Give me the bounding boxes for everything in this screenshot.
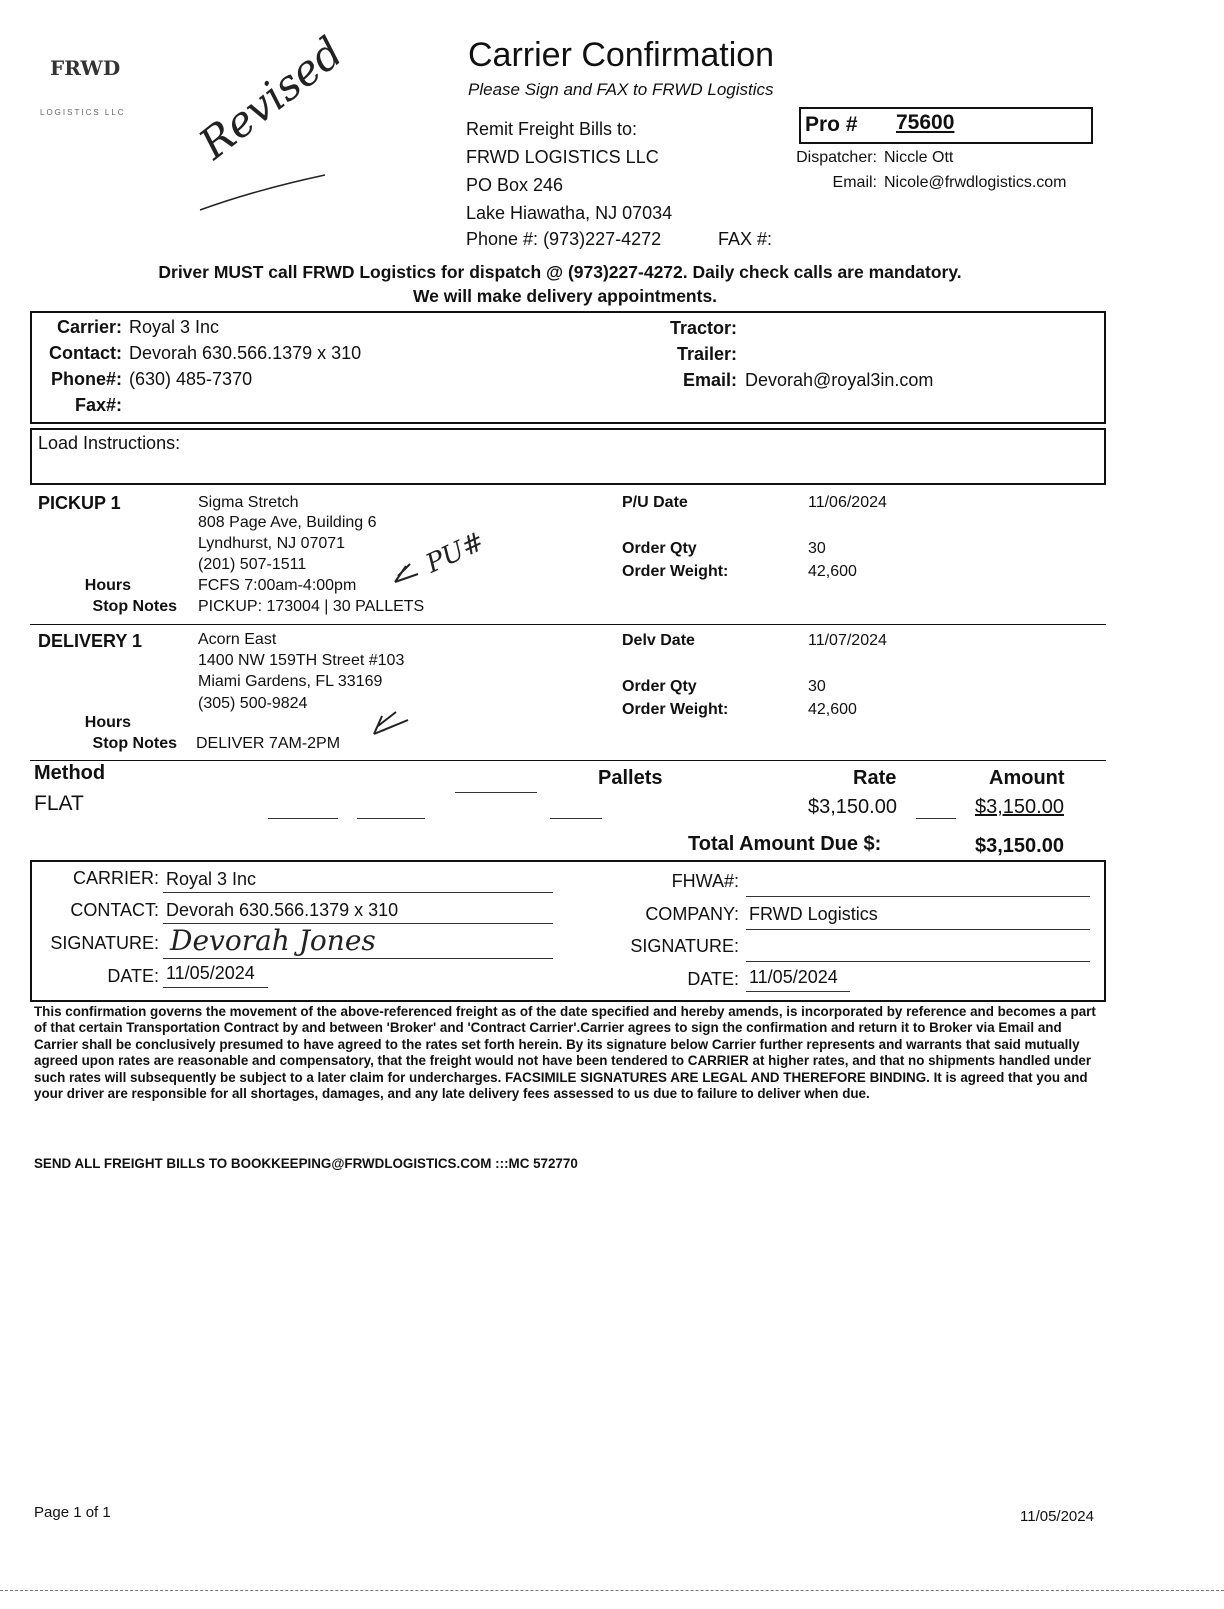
sig-carrier-line [163,892,553,893]
page-number: Page 1 of 1 [34,1504,111,1521]
document-subtitle: Please Sign and FAX to FRWD Logistics [468,80,774,99]
carrier-name: Royal 3 Inc [129,317,220,337]
pickup-weight-label: Order Weight: [622,563,729,580]
sig-carrier-value: Royal 3 Inc [166,869,257,889]
carrier-email[interactable]: Devorah@royal3in.com [745,370,934,390]
pickup-notes: PICKUP: 173004 | 30 PALLETS [198,598,425,615]
broker-signature-label: SIGNATURE: [630,936,739,956]
sig-carrier-label: CARRIER: [72,868,159,888]
pickup-hours-label: Hours [84,577,131,594]
dispatcher-label: Dispatcher: [796,149,877,166]
page-bottom-rule [0,1590,1224,1591]
delivery-weight-label: Order Weight: [622,701,729,718]
dispatch-notice: Driver MUST call FRWD Logistics for dispatch @ (973)227-4272. Daily check calls are mandatory. [158,262,962,282]
remit-line-2: PO Box 246 [466,175,564,195]
delivery-weight: 42,600 [808,701,857,718]
sig-date-line [163,987,268,988]
load-instructions-label: Load Instructions: [38,433,181,453]
method-underline-1 [268,818,338,819]
dispatcher-email-label: Email: [832,174,877,191]
sig-date-value: 11/05/2024 [166,963,255,983]
method-underline-3 [455,792,537,793]
remit-line-3: Lake Hiawatha, NJ 07034 [466,203,673,223]
remit-line-1: FRWD LOGISTICS LLC [466,147,659,167]
pickup-label: PICKUP 1 [38,493,121,513]
pickup-weight: 42,600 [808,563,857,580]
terms-paragraph: This confirmation governs the movement of the above-referenced freight as of the date specified and hereby amends, is incorporated by reference and becomes a part of that certain Transportation Contract by and between 'Broker' and 'Contract Carrier'.Carrier agrees to sign the confirmation and return it to Broker via Email and Carrier shall be conclusively presumed to have agreed to the rates set forth herein. By its signature below Carrier further represents and warrants that said mutually agreed upon rates are reasonable and compensatory, that the freight would not have been tendered to CARRIER at higher rates, and that no shipments handled under such rates will subsequently be subject to a later claim for undercharges. FACSIMILE SIGNATURES ARE LEGAL AND THEREFORE BINDING. It is agreed that you and your driver are responsible for all shortages, damages, and any late delivery fees assessed to us due to failure to deliver when due. [34,1004,1096,1102]
logo-tagline: LOGISTICS LLC [40,108,126,117]
rate-underline [916,818,956,819]
pallets-label: Pallets [598,767,663,789]
method-value: FLAT [34,792,84,815]
delivery-date-label: Delv Date [622,632,695,649]
total-label: Total Amount Due $: [688,833,882,855]
pickup-phone: (201) 507-1511 [198,556,307,573]
charges-divider [30,760,1106,761]
total-value: $3,150.00 [975,835,1064,857]
company-line [746,929,1090,930]
rate-value: $3,150.00 [808,796,897,818]
sig-contact-value: Devorah 630.566.1379 x 310 [166,900,399,920]
sig-date-label: DATE: [107,966,159,986]
company-value: FRWD Logistics [749,904,878,924]
header-fax: FAX #: [718,229,773,249]
document-title: Carrier Confirmation [468,36,775,74]
revised-underline [195,170,335,215]
pickup-date-label: P/U Date [622,494,688,511]
revised-stamp: Revised [190,27,352,169]
broker-signature-line [746,961,1090,962]
broker-date-line [746,991,850,992]
appointment-notice: We will make delivery appointments. [412,286,718,306]
method-underline-2 [357,818,425,819]
broker-date-label: DATE: [687,969,739,989]
carrier-phone: (630) 485-7370 [129,369,253,389]
freight-bills-footer: SEND ALL FREIGHT BILLS TO BOOKKEEPING@FRWDLOGISTICS.COM :::MC 572770 [34,1156,578,1171]
delivery-hours-label: Hours [84,714,131,731]
method-label: Method [34,762,106,784]
delivery-phone: (305) 500-9824 [198,695,308,712]
phone-label: Phone#: [50,369,122,389]
delivery-date: 11/07/2024 [808,632,887,649]
delivery-notes-label: Stop Notes [92,735,177,752]
delivery-qty-label: Order Qty [622,678,697,695]
pickup-name: Sigma Stretch [198,494,299,511]
pickup-date: 11/06/2024 [808,494,887,511]
remit-label: Remit Freight Bills to: [466,119,638,139]
delivery-check-mark [370,708,412,738]
load-instructions-box [30,428,1106,485]
contact-label: Contact: [49,343,122,363]
pickup-qty: 30 [808,540,826,557]
trailer-label: Trailer: [676,344,737,364]
fhwa-line [746,896,1090,897]
delivery-address-1: 1400 NW 159TH Street #103 [198,652,405,669]
amount-value: $3,150.00 [975,796,1064,818]
pickup-hours: FCFS 7:00am-4:00pm [198,577,357,594]
pickup-qty-label: Order Qty [622,540,697,557]
print-date: 11/05/2024 [1020,1508,1094,1525]
tractor-label: Tractor: [669,318,737,338]
header-phone: Phone #: (973)227-4272 [466,229,662,249]
pickup-handwritten-note: PU# [421,526,490,580]
carrier-email-label: Email: [682,370,737,390]
pro-label: Pro # [805,113,858,136]
carrier-signature: Devorah Jones [170,924,376,957]
dispatcher-name: Niccle Ott [884,149,954,166]
pickup-address-2: Lyndhurst, NJ 07071 [198,535,346,552]
fhwa-label: FHWA#: [671,871,739,891]
carrier-contact: Devorah 630.566.1379 x 310 [129,343,362,363]
pickup-check-mark [392,560,422,586]
pickup-notes-label: Stop Notes [92,598,177,615]
pro-number: 75600 [896,111,955,134]
delivery-label: DELIVERY 1 [38,631,143,651]
company-label: COMPANY: [645,904,739,924]
delivery-qty: 30 [808,678,826,695]
sig-contact-label: CONTACT: [70,900,159,920]
sig-signature-label: SIGNATURE: [50,933,159,953]
delivery-name: Acorn East [198,631,277,648]
dispatcher-email[interactable]: Nicole@frwdlogistics.com [884,174,1067,191]
carrier-label: Carrier: [56,317,122,337]
delivery-notes: DELIVER 7AM-2PM [196,735,341,752]
broker-date-value: 11/05/2024 [749,967,838,987]
fax-label: Fax#: [74,395,122,415]
pickup-address-1: 808 Page Ave, Building 6 [198,514,377,531]
amount-label: Amount [989,767,1065,789]
delivery-address-2: Miami Gardens, FL 33169 [198,673,383,690]
rate-label: Rate [853,767,897,789]
company-logo: FRWD [50,56,121,80]
pallets-underline [550,818,602,819]
stop-divider [30,624,1106,625]
sig-signature-line [163,958,553,959]
